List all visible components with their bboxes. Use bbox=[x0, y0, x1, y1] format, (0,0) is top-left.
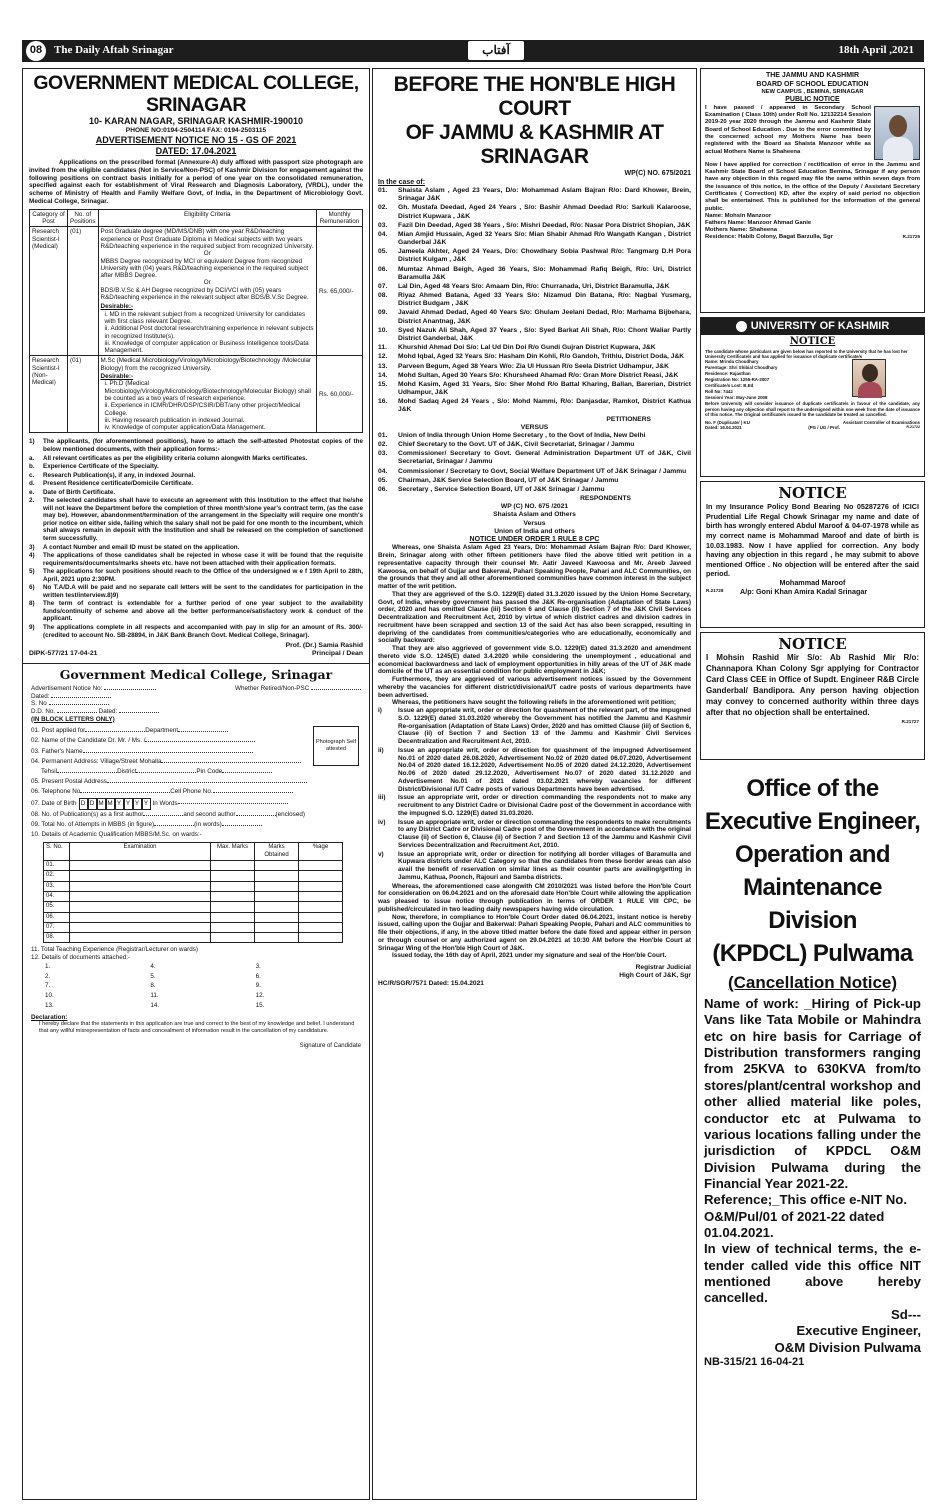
form-field-label: 01. Post applied for bbox=[31, 727, 86, 735]
declaration-label: Declaration: bbox=[31, 1013, 68, 1021]
uok-acoe: Assistant Controller of Examinations bbox=[842, 420, 920, 426]
signature-label: Signature of Candidate bbox=[299, 1042, 361, 1049]
court-paragraph: Now, therefore, in compliance to Hon'ble Court Order dated 06.04.2021, instant notice is hereby issued, calling upon the Gujjar and Bakerwal: Pahari Speaking People, Pahari and ALC communities to file their objections, if any, in the above titled matter before the date fixed and appear either in person or through counsel or any authorized agent on 29.04.2021 at 10:30 AM before the Hon'ble Court at Srinagar Wing of the Hon'ble High Court of J&K. bbox=[378, 913, 691, 952]
list-item: 3) A contact Number and email ID must be stated on the application. bbox=[29, 543, 240, 551]
list-item: ii) Issue an appropriate writ, order or direction for quashment of the impugned Advertisement No.01 of 2020 dated 26.08.2020, Advertisement No.02 of 2020 dated 06.07.2020, Advertisement No.04 of 2020 dated 16.12.2020, Advertisement No.05 of 2020 dated 24.12.2020, Advertisement No.06 of 2020 dated 29.12.2020, Advertisement No.07 of 2020 dated 31.12.2020 and Advertisement No.01 of 2021 dated 03.02.2021 whereby vacancies for different District/Divisional /UT Cadre posts of various Departments have been advertised. bbox=[378, 746, 691, 793]
court-paragraph: That they are also aggrieved of government vide S.O. 1229(E) dated 31.3.2020 and amendment thereto vide S.O. 1245(E) dated 3.4.2020 while considering the unemployment , educational and economical backwardness and lack of employment opportunities in hilly areas of the UT of J&K made domicile of the UT as an essential condition for public employment in J&K; bbox=[378, 645, 691, 676]
uok-line: Registration No: 1255-RA-2007 bbox=[705, 377, 770, 383]
court-versus2: Versus bbox=[523, 519, 546, 527]
form-second-author: and second author bbox=[183, 810, 236, 818]
court-wp: WP(C) NO. 675/2021 bbox=[624, 170, 691, 177]
docs-list bbox=[31, 962, 361, 1011]
list-item: 12. Mohd Iqbal, Aged 32 Years S/o: Hasham Din Kohli, R/o Gandoh, Trithlu, District Doda, J&K bbox=[378, 353, 685, 361]
kpdcl-subtitle: (Cancellation Notice) bbox=[727, 973, 898, 992]
court-title-2: OF JAMMU & KASHMIR AT SRINAGAR bbox=[405, 121, 664, 168]
list-item: 4) The applications of those candidates shall be rejected in whose case it will be found that the requisite requirements/documents/marks sheets etc. have not been attached with their application formats. bbox=[29, 552, 363, 567]
list-item: 02. Chief Secretary to the Govt. UT of J&K, Civil Secretariat, Srinagar / Jammu bbox=[378, 441, 635, 449]
kpdcl-title-line: Executive Engineer, bbox=[704, 808, 921, 835]
uok-no: No. F (Duplicate/ ) KU bbox=[705, 420, 750, 426]
court-ref: HC/R/SGR/7571 Dated: 15.04.2021 bbox=[378, 980, 484, 988]
gmc-phone: PHONE NO:0194-2504114 FAX: 0194-2503115 bbox=[125, 126, 267, 134]
th-category: Category of Post bbox=[30, 209, 68, 227]
gmc-signatory: Prof. (Dr.) Samia Rashid bbox=[285, 642, 363, 650]
notice2-heading: NOTICE bbox=[778, 635, 847, 653]
notice1-address: A/p: Goni Khan Amira Kadal Srinagar bbox=[740, 586, 868, 596]
eligibility-table bbox=[29, 209, 363, 434]
list-item: 4. bbox=[150, 962, 156, 970]
notice1-body: In my Insurance Policy Bond Bearing No 05287276 of ICICI Prudential Life Regal Chowk Srinagar my name and date of birth has wrongly entered Abdul Maroof & 04-07-1978 while as my correct name is Mohammad Maroof and date of birth is 10.03.1983. Now I have applied for correction. Any body having any objection in this regard , he may submit to above mentioned Office . No objection will be entered after the said period. bbox=[706, 502, 919, 579]
form-whether: Whether Retired/Non-PSC bbox=[235, 684, 310, 692]
kpdcl-body2: Reference;_This office e-NIT No. O&M/Pul/01 of 2021-22 dated 01.04.2021. bbox=[704, 1192, 907, 1241]
kpdcl-body1: Name of work: _Hiring of Pick-up Vans like Tata Mobile or Mahindra etc on hire basis for Carriage of Distribution transformers ranging from 25KVA to 630KVA from/to stores/plant/central workshop and other allied material like poles, conductor etc at Pulwama to various locations falling under the jurisdiction of KPDCL O&M Division Pulwama during the Financial Year 2021-22. bbox=[704, 996, 921, 1191]
list-item: 5) The applications for such positions should reach to the Office of the undersigned w e f 19th April to 28th, April, 2021 upto 2:30PM. bbox=[29, 568, 363, 583]
newspaper-logo bbox=[468, 41, 524, 60]
form-pincode: Pin Code bbox=[196, 768, 223, 776]
notice1-name: Mohammad Maroof bbox=[779, 577, 846, 587]
form-enclosed: (enclosed) bbox=[275, 810, 305, 818]
court-wp2: WP (C) NO. 675 /2021 bbox=[500, 503, 569, 511]
jkbose-ref: R.21725 bbox=[902, 234, 920, 240]
form-field-label: 08. No. of Publication(s) as a first author bbox=[31, 810, 144, 818]
kpdcl-sig1: Executive Engineer, bbox=[796, 1323, 921, 1339]
category-cell: Research Scientist-I (Medical) bbox=[30, 227, 68, 356]
respondents-list bbox=[378, 432, 691, 494]
table-row: 04. bbox=[44, 891, 343, 901]
table-row: 08. bbox=[44, 933, 343, 943]
form-in-words: In Words bbox=[152, 799, 178, 807]
th-criteria: Eligibility Criteria bbox=[98, 209, 316, 227]
kpdcl-ref: NB-315/21 16-04-21 bbox=[704, 1355, 805, 1368]
uok-line: Session/ Year: May-June 2008 bbox=[705, 394, 768, 400]
notice1-heading: NOTICE bbox=[778, 484, 847, 502]
court-shaista: Shaista Aslam and Others bbox=[493, 511, 576, 519]
list-item: v) Issue an appropriate writ, order or direction for notifying all border villages of Baramulla and Kupwara districts under ALC Category so that the candidates from these border areas can also avail the benefit of reservation on similar lines as their counter parts are availing/getting in Jammu, Kathua, Poonch, Rajouri and Samba districts. bbox=[378, 850, 691, 881]
court-paragraph: Issued today, the 16th day of April, 2021 under my signature and seal of the Hon'ble Court. bbox=[392, 952, 667, 960]
high-court-notice bbox=[372, 68, 697, 1500]
list-item: 11. Khurshid Ahmad Doi S/o: Lal Ud Din Doi R/o Gundi Gujran District Kupwara, J&K bbox=[378, 344, 656, 352]
table-row: 06. bbox=[44, 912, 343, 922]
paper-name: The Daily Aftab Srinagar bbox=[54, 44, 174, 57]
jkbose-body2: Now I have applied for correction / rectification of error in the Jammu and Kashmir State Board of School Education Bemina, Srinagar if any person have any objection in this regard may file the same within seven days from the issuance of this notice, in the office of the Deputy / Assistant Secretary Certificates ( Correction) KD, after the expiry of said period no objection shall be entertained. This is published for the information of the general public. bbox=[705, 161, 920, 212]
list-item: d. Present Residence certificate/Domicile Certificate. bbox=[29, 480, 194, 488]
gmc-address: 10- KARAN NAGAR, SRINAGAR KASHMIR-190010 bbox=[88, 116, 304, 126]
jkbose-residence: Residence: Habib Colony, Bagat Barzulla, Sgr bbox=[705, 234, 833, 241]
criteria-line: Or bbox=[203, 279, 211, 287]
form-field-label: 02. Name of the Candidate Dr. Mr. / Ms. / bbox=[31, 737, 146, 745]
desirable-line: iii. Having research publication in indexed Journal. bbox=[104, 416, 245, 424]
kpdcl-notice bbox=[700, 764, 925, 1370]
desirable-line: i. MD in the relevant subject from a recognized University for candidates with first class relevant Degree. bbox=[104, 310, 306, 325]
list-item: e. Date of Birth Certificate. bbox=[29, 488, 116, 496]
court-in-case: In the case of: bbox=[378, 178, 426, 186]
form-adv-notice: Advertisement Notice No: bbox=[31, 684, 103, 692]
form-cell: Cell Phone No. bbox=[170, 788, 213, 796]
criteria-line: BDS/B.V.Sc & AH Degree recognized by DCI/VCI with (05) years R&D/teaching experience in the relevant subject after BDS/B.V.Sc Degree. bbox=[100, 286, 309, 302]
court-registrar2: High Court of J&K, Sgr bbox=[619, 972, 691, 980]
list-item: 06. Secretary , Service Selection Board, UT of J&K Srinagar / Jammu bbox=[378, 485, 605, 493]
jkbose-name: Name: Mohsin Manzoor bbox=[705, 212, 772, 219]
list-item: 15. bbox=[255, 1001, 265, 1009]
criteria-line: Post Graduate degree (MD/MS/DNB) with one year R&D/teaching experience or Post Graduate Diploma in Medical subjects with two years R&D/teaching experience in the required subject from recognized University. bbox=[100, 228, 314, 250]
list-item: 03. Commissioner/ Secretary to Govt. General Administration Department UT of J&K, Civil Secretariat, Srinagar / Jammu bbox=[378, 450, 691, 466]
declaration-text: I hereby declare that the statements in this application are true and correct to the best of my knowledge and belief. I understand that any willful misrepresentation of facts and concealment of information result in the cancellation of my candidature. bbox=[39, 1021, 355, 1035]
right-column bbox=[700, 68, 925, 1500]
court-paragraph: Furthermore, they are aggrieved of various advertisement notices issued by the Government whereby the vacancies for different district/divisional/UT cadre posts of various departments have been advertised. bbox=[378, 676, 691, 699]
form-field-label: 07. Date of Birth bbox=[31, 799, 77, 807]
form-block-letters: (IN BLOCK LETTERS ONLY) bbox=[31, 715, 115, 723]
th-obtained: Marks Obtained bbox=[255, 843, 299, 861]
list-item: 13. Parveen Begum, Aged 38 Years W/o: Zia Ul Hussan R/o Seela District Udhampur, J&K bbox=[378, 362, 669, 370]
list-item: 02. Gh. Mustafa Deedad, Aged 24 Years , S/o: Bashir Ahmad Deedad R/o: Sarkuli Kalaroose, District Kupwara , J&K bbox=[378, 204, 691, 220]
list-item: 12. bbox=[255, 992, 265, 1000]
form-field-label: 06. Telephone No bbox=[31, 788, 81, 796]
jkbose-title1: THE JAMMU AND KASHMIR bbox=[765, 72, 860, 79]
list-item: 09. Javaid Ahmad Dedad, Aged 40 Years S/o: Ghulam Jeelani Dedad, R/o: Marhama Bijbehara, District Anantnag, J&K bbox=[378, 309, 691, 325]
candidate-photo bbox=[852, 359, 886, 397]
list-item: 3. bbox=[255, 962, 261, 970]
jkbose-father: Fathers Name: Manzoor Ahmad Ganie bbox=[705, 220, 812, 227]
form-field-label: 10. Details of Academic Qualification MBBS/M.Sc. on wards:- bbox=[31, 831, 202, 839]
desirable-line: iii. Knowledge of computer application or Business Intelligence tools/Data Management. bbox=[104, 339, 309, 355]
desirable-line: ii. Additional Post doctoral research/training experience in relevant subjects in recognized Institute(s). bbox=[104, 325, 314, 340]
list-item: b. Experience Certificate of the Specialty. bbox=[29, 463, 159, 471]
list-item: 05. Jameela Akhter, Aged 24 Years, D/o: Chowdhary Sobia Pashwal R/o: Tangmarg D.H Pora District Kulgam , J&K bbox=[378, 248, 691, 264]
notice-heading: NOTICE UNDER ORDER 1 RULE 8 CPC bbox=[469, 535, 600, 543]
jkbose-body1: I have passed / appeared in Secondary School Examination ( Class 10th) under Roll No. 12132214 Session 2019-20 year 2020 through the Jammu and Kashmir State Board of School Education . Due to the error committed by the concerned school my Mothers Name has been registered with the Board as Shaista Manzoor while as actual Mothers Name is Shaheena bbox=[705, 104, 871, 155]
list-item: 10. Syed Nazuk Ali Shah, Aged 37 Years , S/o: Syed Barkat Ali Shah, R/o: Chont Waliar Partly District Ganderbal, J&K bbox=[378, 326, 691, 342]
list-item: i) Issue an appropriate writ, order or direction for quashment of the relevant part, of the impugned S.O. 1229(E) dated 31.03.2020 whereby the Government has notified the Jammu and Kashmir Re-organisation (Adaptation of State Laws) Order, 2020 and has omitted Clause (iii) of Section 6, Clause (ii) of Section 7 and Section 13 of the Jammu and Kashmir Civil Services Decentralization and Recruitment Act, 2010. bbox=[378, 707, 691, 746]
list-item: 11. bbox=[150, 992, 159, 1000]
list-item: 01. Union of India through Union Home Secretary , to the Govt of India, New Delhi bbox=[378, 431, 646, 439]
form-dd: D.D. No. bbox=[31, 707, 56, 715]
table-row: 02. bbox=[44, 871, 343, 881]
list-item: 8) The term of contract is extendable for a further period of one year subject to the availability funds/continuity of scheme and above all the better performance/satisfactory work & conduct of the applicant. bbox=[29, 600, 363, 623]
positions-cell: (01) bbox=[68, 227, 99, 356]
reliefs-list bbox=[378, 707, 691, 882]
petitioners-label: PETITIONERS bbox=[606, 415, 651, 423]
criteria-line: M.Sc (Medical Microbiology/Virology/Microbiology/Biotechnology /Molecular Biology) from the recognized University. bbox=[100, 357, 312, 372]
uok-body: Before University will consider issuance of duplicate certificate/s in favour of the candidate, any person having any objection shall report to the undersigned within one week from the date of issuance of this notice. The Original certificate/s issued to the candidate be treated as cancelled. bbox=[705, 400, 920, 418]
th-max: Max. Marks bbox=[211, 843, 255, 861]
list-item: 15. Mohd Kasim, Aged 31 Years, S/o: Sher Mohd R/o Battal Kharing, Ballan, Barerian, District Udhampur, J&K bbox=[378, 380, 691, 397]
th-pct: %age bbox=[299, 843, 343, 861]
gmc-advertisement bbox=[22, 68, 370, 1500]
kpdcl-title-line: Maintenance Division bbox=[743, 874, 882, 934]
desirable-label: Desirable:- bbox=[100, 303, 134, 311]
list-item: 07. Lal Din, Aged 48 Years S/o: Amaam Din, R/o: Churranada, Uri, District Baramulla, J&K bbox=[378, 282, 670, 290]
uok-dated: Dated: 16.04.2021 bbox=[705, 425, 742, 431]
respondents-label: RESPONDENTS bbox=[580, 495, 631, 503]
issue-date: 18th April ,2021 bbox=[838, 44, 914, 57]
kpdcl-sig2: O&M Division Pulwama bbox=[774, 1339, 921, 1355]
list-item: 9. bbox=[255, 982, 261, 990]
uok-title bbox=[701, 318, 924, 335]
form-dated: Dated: bbox=[31, 692, 50, 700]
form-field-label: 04. Permanent Address: Village/Street Mohalla bbox=[31, 757, 162, 765]
form-department: Department bbox=[145, 727, 179, 735]
notice2-ref: R.21727 bbox=[901, 718, 919, 724]
list-item: 01. Shaista Aslam , Aged 23 Years, D/o: Mohammad Aslam Bajran R/o: Dard Khower, Brein, Srinagar J&K bbox=[378, 187, 691, 203]
form-words: (in words) bbox=[194, 820, 222, 828]
masthead bbox=[22, 40, 924, 62]
gmc-intro: Applications on the prescribed format (Annexure-A) duly affixed with passport size photograph are invited from the eligible candidates (Not in Service/Non-PSC) of Kashmir Division for engagement against the following positions on contract basis initially for a period of one year on the consolidated remuneration, specified against each for establishment of Viral Research and Diagnosis Laboratory, (VRDL), under the scheme of Ministry of Health and Family Welfare Govt, of India, in the Department of Microbiology Govt. Medical College, Srinagar. bbox=[29, 158, 363, 205]
applicant-photo bbox=[874, 106, 920, 160]
contractor-notice bbox=[700, 632, 925, 760]
uok-notice bbox=[700, 317, 925, 477]
form-title: Government Medical College, Srinagar bbox=[59, 666, 333, 682]
criteria-line: Or bbox=[203, 250, 211, 258]
pay-cell: Rs. 65,000/- bbox=[317, 227, 363, 356]
gmc-notice-no: ADVERTISEMENT NOTICE NO 15 - GS OF 2021 bbox=[95, 135, 297, 145]
jkbose-heading: PUBLIC NOTICE bbox=[785, 96, 840, 104]
th-sno: S. No. bbox=[44, 843, 70, 861]
uok-ref: R.21722 bbox=[906, 425, 920, 430]
court-paragraph: That they are aggrieved of the S.O. 1229(E) dated 31.3.2020 issued by the Union Home Secretary, Govt, of India, whereby government has passed the J&K Re-organisation (Adaptation of State Laws) order, 2020 and has omitted Clause (iii) Section 6 and Clause (II) Section 7 of the J&K Civil Services Decentralization and Recruitment Act, 2010 by virtue of which district cadres and division cadres in recruitment have been scrapped and section 13 of the said Act has also been scrapped, resulting in depriving of the candidates from communities/categories who are educationally, economically and socially backward: bbox=[378, 590, 691, 645]
photo-box: Photograph Self attested bbox=[313, 726, 359, 766]
jkbose-title2: BOARD OF SCHOOL EDUCATION bbox=[756, 80, 869, 88]
jkbose-notice bbox=[700, 68, 925, 313]
form-district: District bbox=[117, 768, 137, 776]
th-pay: Monthly Remuneration bbox=[317, 209, 363, 227]
form-field-label: Tehsil bbox=[41, 768, 58, 776]
notice1-ref: R.21728 bbox=[706, 587, 724, 593]
versus-label: VERSUS bbox=[520, 423, 549, 431]
uok-heading: NOTICE bbox=[789, 336, 836, 348]
kpdcl-title-line: Office of the bbox=[746, 775, 879, 802]
list-item: a. All relevant certificates as per the eligibility criteria column alongwith Marks certificates. bbox=[29, 454, 308, 462]
logo-text: آفتاب bbox=[482, 43, 510, 58]
kpdcl-sd: Sd--- bbox=[890, 1306, 921, 1322]
list-item: 6) No T.A/D.A will be paid and no separate call letters will be sent to the candidates for participation in the written test/interview.8)9) bbox=[29, 584, 363, 599]
positions-cell: (01) bbox=[68, 356, 99, 433]
desirable-line: i. Ph.D (Medical Microbiology/Virology/Microbiology/Biotechnology/Molecular Biology) shall be counted as a two years of research experience. bbox=[104, 380, 311, 402]
list-item: 2. The selected candidates shall have to execute an agreement with this Institution to the effect that he/she will not leave the Department before the completion of three month's/one year's contract term, (as the case may be). However, abandonment/termination of the arrangement in the Specialty will require one month's prior notice on either side, failing which the salary shall not be paid for one month to the incumbent, which shall always remain in deposit with the Institution and shall be released on the completion of sanctioned term successfully. bbox=[29, 497, 363, 542]
criteria-cell bbox=[98, 356, 316, 433]
uok-title-text: UNIVERSITY OF KASHMIR bbox=[750, 320, 890, 332]
criteria-line: MBBS Degree recognized by MCI or equivalent Degree from recognized University with (04) years R&D/teaching experience in the required subject after MBBS Degree. bbox=[100, 257, 309, 280]
uok-line: Roll No: 7442 bbox=[705, 389, 733, 394]
list-item: 1) The applicants, (for aforementioned positions), have to attach the self-attested Photostat copies of the below mentioned documents, with their application forms:- bbox=[29, 438, 363, 453]
notice2-body: I Mohsin Rashid Mir S/o: Ab Rashid Mir R/o: Channapora Khan Colony Sgr applying for Contractor Card Class CEE in Office of Supdt. Engineer R&B Circle Ganderbal/ Bandipora. Any person having objection may convey to concerned authority within three days after that no objection shall be entertained. bbox=[706, 653, 919, 717]
court-paragraph: Whereas, the aforementioned case alongwith CM 2010/2021 was listed before the Hon'ble Court for consideration on 06.04.2021 and on the aforesaid date Hon'ble Court while allowing the application was pleased to issue notice through publication in terms of ORDER 1 RULE VIII CPC, be published/circulated in two leading daily newspapers having wide circulation. bbox=[378, 882, 691, 913]
form-docs-label: 12. Details of documents attached:- bbox=[31, 954, 131, 962]
list-item: 06. Mumtaz Ahmad Beigh, Aged 36 Years, S/o: Mohammad Rafiq Beigh, R/o: Uri, District Baramulla J&K bbox=[378, 265, 691, 281]
gmc-dipk: DIPK-577/21 17-04-21 bbox=[29, 650, 98, 658]
form-field-label: 09. Total No. of Attempts in MBBS (in figure) bbox=[31, 820, 155, 828]
jkbose-mother: Mothers Name: Shaheena bbox=[705, 227, 778, 234]
court-paragraph: Whereas, the petitioners have sought the following reliefs in the aforementioned writ petition; bbox=[392, 699, 677, 707]
court-registrar: Registrar Judicial bbox=[635, 964, 691, 972]
desirable-line: iv. Knowledge of computer application/Data Management. bbox=[104, 424, 266, 432]
page-number: 08 bbox=[26, 41, 46, 61]
list-item: 8. bbox=[150, 982, 156, 990]
list-item: 6. bbox=[255, 972, 261, 980]
list-item: 16. Mohd Sadaq Aged 24 Years , S/o: Mohd Nammi, R/o: Danjasdar, Ramkot, District Kathua J&K bbox=[378, 398, 691, 414]
uok-pg: (PG / UG / Prof. bbox=[808, 425, 840, 431]
category-cell: Research Scientist-I (Non-Medical) bbox=[30, 356, 68, 433]
th-positions: No. of Positions bbox=[68, 209, 99, 227]
gmc-signatory-title: Principal / Dean bbox=[312, 650, 363, 658]
table-row: 03. bbox=[44, 881, 343, 891]
list-item: 1. bbox=[45, 962, 51, 970]
form-teaching-exp: 11. Total Teaching Experience (Registrar/Lecturer on wards) bbox=[31, 946, 198, 954]
court-paragraph: Whereas, one Shaista Aslam Aged 23 Years, D/o: Mohammad Aslam Bajran R/o: Dard Khower, Brein, Srinagar along with other fifteen petitioners have filed the above titled writ petition in a representative capacity through their counsel Mr. Aatir Javeed Kawoosa and Mr. Areeb Javeed Kawoosa, on behalf of Gujjar and Bakerwal, Pahari Speaking People, Pahari and ALC Communities, on the grounds that they and all other aforementioned communities have common interest in the subject matter of the writ petition. bbox=[378, 544, 691, 591]
jkbose-campus: NEW CAMPUS , BEMINA, SRINAGAR bbox=[761, 89, 864, 96]
uok-crest-icon bbox=[736, 321, 747, 332]
list-item: 5. bbox=[150, 972, 156, 980]
list-item: iv) Issue an appropriate writ, order or direction commanding the respondents to make recruitments to any District Cadre or Divisional Cadre post of the Government in accordance with the original Clause (ii) of Section 6, Clause (ii) of Section 7 and Section 13 of the Jammu and Kashmir Civil Services Decentralization and Recruitment Act, 2010. bbox=[378, 818, 691, 849]
list-item: 14. Mohd Sultan, Aged 30 Years S/o: Khursheed Ahamad R/o: Gran More District Reasi, J&K bbox=[378, 371, 679, 379]
list-item: 2. bbox=[45, 972, 51, 980]
gmc-conditions bbox=[29, 438, 363, 639]
gmc-dated: DATED: 17.04.2021 bbox=[155, 145, 237, 156]
list-item: 7. bbox=[45, 982, 51, 990]
academic-table bbox=[43, 842, 343, 943]
table-row: 01. bbox=[44, 860, 343, 870]
form-field-label: 03. Father's Name bbox=[31, 747, 83, 755]
table-row bbox=[30, 356, 363, 433]
kpdcl-title-line: (KPDCL) Pulwama bbox=[712, 940, 913, 967]
list-item: 13. bbox=[45, 1001, 54, 1009]
uok-line: Name: Mrinda Choudhary bbox=[705, 359, 759, 365]
court-title-1: BEFORE THE HON'BLE HIGH COURT bbox=[393, 73, 676, 120]
uok-line: Parentage: Shri Shibial Choudhary bbox=[705, 365, 778, 371]
list-item: 10. bbox=[45, 992, 54, 1000]
desirable-line: ii. Experience in ICMR/DHR/DSP/CSIR/DBT/any other project/Medical College. bbox=[104, 402, 301, 417]
list-item: iii) Issue an appropriate writ, order or direction commanding the respondents not to make any recruitment to any District Cadre or Divisional Cadre post of the Government in accordance with the impugned S.O. 1229(E) dated 31.03.2020. bbox=[378, 794, 691, 817]
list-item: 03. Fazil Din Deedad, Aged 38 Years , S/o: Mishri Deedad, R/o: Nasar Pora District Shopian, J&K bbox=[378, 221, 691, 229]
insurance-notice bbox=[700, 481, 925, 628]
petitioners-list bbox=[378, 187, 691, 414]
criteria-cell bbox=[98, 227, 316, 356]
list-item: 05. Chairman, J&K Service Selection Board, UT of J&K Srinagar / Jammu bbox=[378, 476, 619, 484]
desirable-label: Desirable:- bbox=[100, 373, 134, 381]
form-field-label: 05. Present Postal Address bbox=[31, 778, 107, 786]
application-form bbox=[23, 663, 369, 1051]
list-item: c. Research Publication(s), if any, in indexed Journal. bbox=[29, 471, 196, 479]
list-item: 14. bbox=[150, 1001, 160, 1009]
table-row: 07. bbox=[44, 922, 343, 932]
list-item: 04. Commissioner / Secretary to Govt, Social Welfare Department UT of J&K Srinagar / Jammu bbox=[378, 467, 687, 475]
list-item: 9) The applications complete in all respects and accompanied with pay in slip for an amount of Rs. 300/- (credited to account No. SB-28894, in J&K Bank Branch Govt. Medical College, Srinagar). bbox=[29, 624, 363, 639]
kpdcl-body3: In view of technical terms, the e-tender called vide this office NIT mentioned above hereby cancelled. bbox=[704, 1241, 921, 1306]
list-item: 08. Riyaz Ahmed Batana, Aged 33 Years S/o: Nizamud Din Batana, R/o: Nagbal Yusmarg, District Budgam , J&K bbox=[378, 292, 691, 308]
form-dd-dated: Dated: bbox=[98, 707, 118, 715]
uok-line: Certificate/s Lost: B.Ed bbox=[705, 383, 754, 389]
gmc-title: GOVERNMENT MEDICAL COLLEGE, SRINAGAR bbox=[33, 72, 359, 116]
uok-line: Residence: Rajasthan bbox=[705, 371, 751, 377]
table-row: 05. bbox=[44, 902, 343, 912]
th-exam: Examination bbox=[70, 843, 211, 861]
list-item: 04. Mian Amjid Hussain, Aged 32 Years S/o: Mian Shabir Ahmad R/o Wangath Kangan , District Ganderbal J&K bbox=[378, 230, 691, 247]
court-body bbox=[378, 544, 691, 960]
court-union: Union of India and others bbox=[494, 527, 575, 535]
form-sno: S. No bbox=[31, 700, 47, 708]
table-row bbox=[30, 227, 363, 356]
kpdcl-title-line: Operation and bbox=[735, 841, 890, 868]
dob-boxes[interactable]: D D M M Y Y Y Y bbox=[79, 798, 151, 810]
uok-intro: The candidate whose particulars are given below has reported to the University that he has lost her University Certificate/s and has applied for issuance of duplicate certificate/s bbox=[705, 348, 908, 359]
pay-cell: Rs. 60,000/- bbox=[317, 356, 363, 433]
